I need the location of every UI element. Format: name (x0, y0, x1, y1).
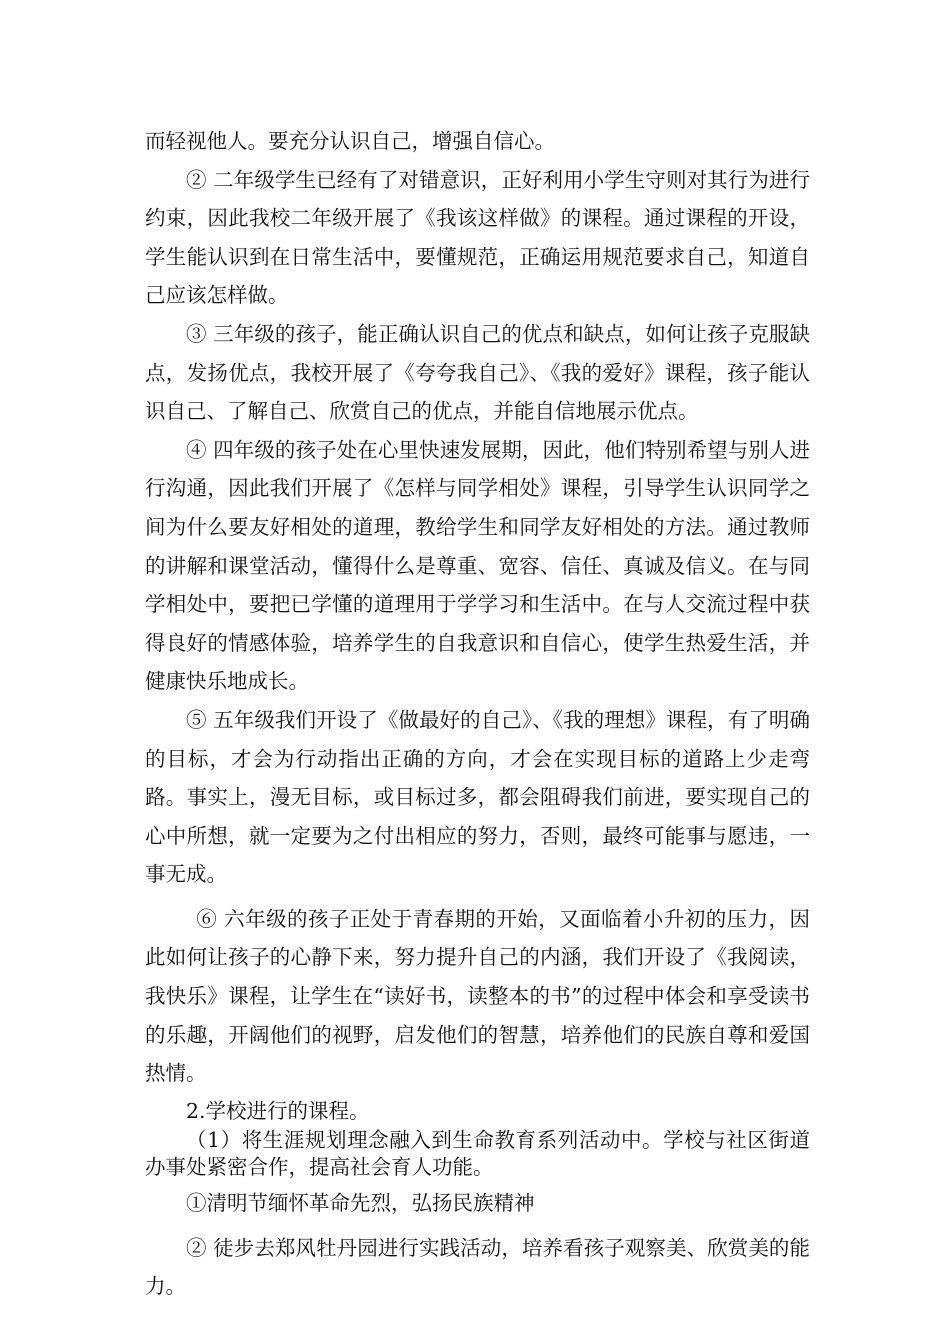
paragraph-grade-four: ④ 四年级的孩子处在心里快速发展期，因此，他们特别希望与别人进行沟通，因此我们开展了《怎样与同学相处》课程，引导学生认识同学之间为什么要友好相处的道理，教给学生和同学友好相处的方法。通过教师的讲解和课堂活动，懂得什么是尊重、宽容、信任、真诚及信义。在与同学相处中，要把已学懂的道理用于学学习和生活中。在与人交流过程中获得良好的情感体验，培养学生的自我意识和自信心，使学生热爱生活，并健康快乐地成长。 (145, 437, 810, 694)
paragraph-career-planning: （1）将生涯规划理念融入到生命教育系列活动中。学校与社区街道办事处紧密合作，提高社会育人功能。 (145, 1127, 810, 1179)
paragraph-grade-two: ② 二年级学生已经有了对错意识，正好利用小学生守则对其行为进行约束，因此我校二年级开展了《我该这样做》的课程。通过课程的开设，学生能认识到在日常生活中，要懂规范，正确运用规范要求自己，知道自己应该怎样做。 (145, 167, 810, 308)
paragraph-grade-three: ③ 三年级的孩子，能正确认识自己的优点和缺点，如何让孩子克服缺点，发扬优点，我校开展了《夸夸我自己》、《我的爱好》课程，孩子能认识自己、了解自己、欣赏自己的优点，并能自信地展示优点。 (145, 321, 810, 424)
paragraph-continuation: 而轻视他人。要充分认识自己，增强自信心。 (145, 129, 555, 153)
paragraph-grade-six: ⑥ 六年级的孩子正处于青春期的开始，又面临着小升初的压力，因此如何让孩子的心静下来，努力提升自己的内涵，我们开设了《我阅读，我快乐》课程，让学生在“读好书，读整本的书”的过程中体会和享受读书的乐趣，开阔他们的视野，启发他们的智慧，培养他们的民族自尊和爱国热情。 (145, 906, 810, 1086)
list-item-qingming: ①清明节缅怀革命先烈，弘扬民族精神 (186, 1190, 535, 1215)
section-heading-school-courses: 2.学校进行的课程。 (186, 1098, 370, 1123)
document-body (145, 122, 810, 1306)
list-item-peony-garden: ② 徒步去郑风牡丹园进行实践活动，培养看孩子观察美、欣赏美的能力。 (145, 1235, 810, 1299)
paragraph-grade-five: ⑤ 五年级我们开设了《做最好的自己》、《我的理想》课程，有了明确的目标，才会为行动指出正确的方向，才会在实现目标的道路上少走弯路。事实上，漫无目标，或目标过多，都会阻碍我们前进，要实现自己的心中所想，就一定要为之付出相应的努力，否则，最终可能事与愿违，一事无成。 (145, 707, 810, 887)
